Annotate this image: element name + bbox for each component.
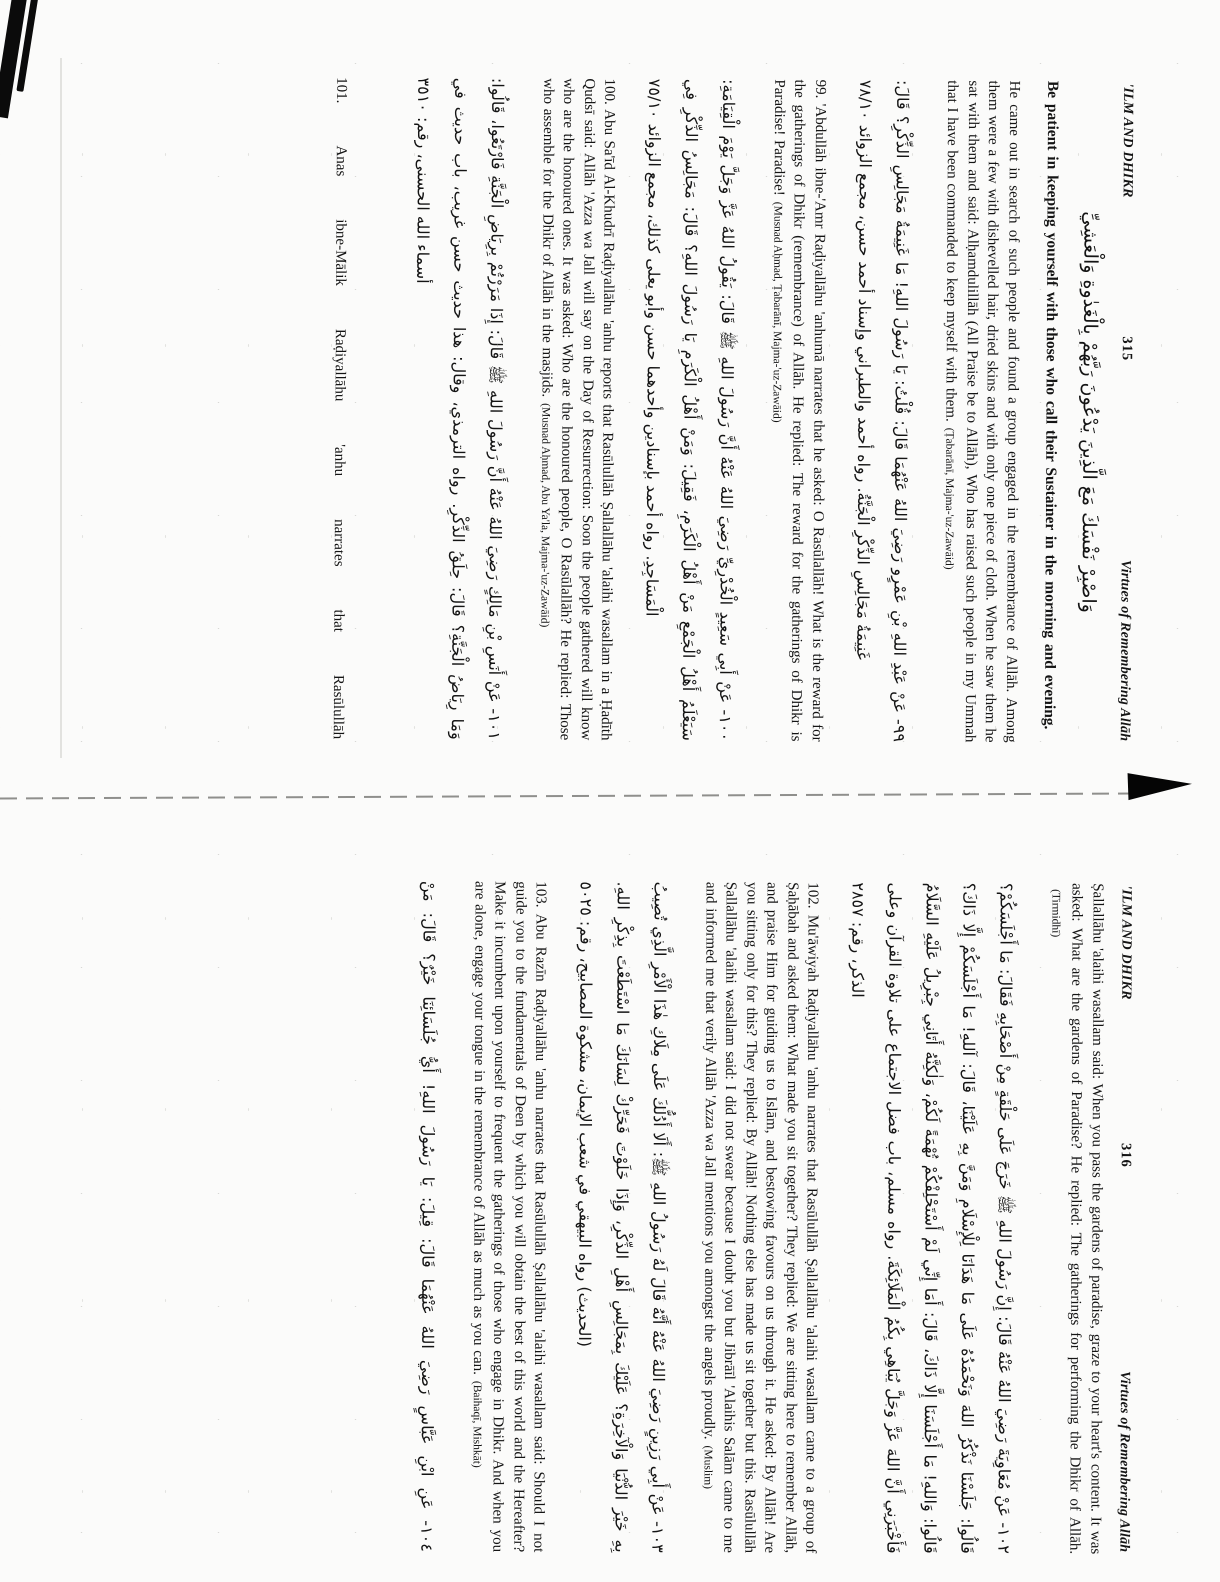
page-316-content	[56, 854, 1151, 1582]
page-header	[1115, 885, 1134, 1552]
hadith-source: (Musnad Aḥmad, Abu Ya'la, Majma-'uz-Zawāid)	[538, 403, 552, 628]
hadith-104-arabic-first-line: ١٠٤- عَنِ ابْنِ عَبَّاسٍ رَضِيَ اللهُ عَنْهُمَا قَالَ: قِيلَ: يَا رَسُولَ اللهِ! أَيُّ جُلَسَائِنَا خَيْرٌ؟ قَالَ: مَنْ	[417, 880, 440, 1552]
hadith-source: (Musnad Aḥmad, Ṭabarānī, Majma-'uz-Zawāid)	[770, 201, 784, 423]
page-scan-316	[58, 855, 1150, 1582]
verse-translation-heading: Be patient in keeping yourself with those who call their Sustainer in the morning and evening.	[1040, 80, 1062, 730]
hadith-text: 99. 'Abdullāh ibne-'Amr Raḍiyallāhu 'anhumā narrates that he asked: O Rasūlallāh! What is the reward for the gatherings of Dhikr (remembrance) of Allāh. He replied: The reward for the gatherings of Dhikr is Paradise! Paradise!	[770, 79, 829, 742]
header-chapter-title: Virtues of Remembering Allāh	[1116, 559, 1133, 742]
page-header	[1116, 83, 1136, 741]
hadith-text: Ṣallallāhu 'alaihi wasallam said: When you pass the gardens of paradise, graze to your heart's content. It was asked: What are the gardens of Paradise? He replied: The gatherings for performing the Dhikr of Allāh.	[1066, 883, 1106, 1555]
hadith-text: He came out in search of such people and found a group engaged in the remembrance of Allāh. Among them were a few with dishevelled hair, dried skins and with only one piece of cloth. When he saw them he sat with them and said: Alḥamdulillāh (All Praise be to Allāh), Who has raised such people in my Ummah that I have been commanded to keep myself with them.	[942, 80, 1023, 743]
hadith-102-english	[697, 882, 823, 1553]
hadith-text: 100. Abu Sa'īd Al-Khudrī Raḍiyallāhu 'anhu reports that Rasūlullāh Ṣallallāhu 'alaihi wasallam in a Ḥadīth Qudsī said: Allāh 'Azza wa Jall will say on the Day of Resurrection: Soon the people gathered will know who are the honoured ones. It was asked: Who are the honoured people, O Rasūlallāh? He replied: Those who assemble for the Dhikr of Allāh in the masjids.	[538, 78, 618, 741]
hadith-103-english	[466, 881, 551, 1552]
hadith-99-english	[764, 79, 830, 741]
header-book-title: 'ILM AND DHIKR	[1119, 83, 1136, 198]
hadith-source: (Baihaqī, Mishkāt)	[470, 1380, 483, 1468]
page-number: 315	[1118, 336, 1135, 362]
hadith-99-arabic: ٩٩- عَنْ عَبْدِ اللهِ بْنِ عَمْرٍو رَضِيَ اللهُ عَنْهُمَا قَالَ: قُلْتُ: يَا رَسُولَ اللهِ! مَا غَنِيمَةُ مَجَالِسِ الذِّكْرِ؟ قَالَ: غَنِيمَةُ مَجَالِسِ الذِّكْرِ الْجَنَّةُ. رواه أحمد والطبراني وإسناد أحمد حسن، مجمع الزوائد ٧٨/١٠	[853, 79, 913, 743]
header-book-title: 'ILM AND DHIKR	[1118, 885, 1134, 1000]
scan-page-divider-line	[0, 793, 1138, 800]
page-number: 316	[1117, 1142, 1134, 1168]
page-scan-315	[55, 52, 1150, 768]
hadith-98-continuation-english	[938, 80, 1024, 742]
header-chapter-title: Virtues of Remembering Allāh	[1116, 1371, 1132, 1553]
black-arrow-mark	[1128, 771, 1193, 800]
hadith-101-continuation-english	[1043, 883, 1108, 1554]
quran-verse-arabic: وَاصْبِرْ نَفْسَكَ مَعَ الَّذِينَ يَدْعُونَ رَبَّهُمْ بِالْغَدٰوةِ وَالْعَشِيِّ	[1077, 211, 1102, 613]
hadith-101-english-first-line: 101. Anas ibne-Mālik Raḍiyallāhu 'anhu narrates that Rasūlullāh	[330, 77, 350, 740]
hadith-text: 102. Mu'āwiyah Raḍiyallāhu 'anhu narrates that Rasūlullāh Ṣallallāhu 'alaihi wasallam came to a group of Ṣaḥābah and asked them: What made you sit together? They replied: We are sitting here to remember Allāh, and praise Him for guiding us to Islām, and bestowing favours on us through it. He asked: By Allāh! Are you sitting only for this? They replied: By Allāh! Nothing else has made us sit together but this. Rasūlullāh Ṣallallāhu 'alaihi wasallam said: I did not swear because I doubt you but Jibrāīl 'Alaihis Salām came to me and informed me that verily Allāh 'Azza wa Jall mentions you amongst the angels proudly.	[700, 881, 822, 1554]
page-315-content	[54, 49, 1153, 771]
hadith-100-english	[533, 78, 619, 740]
hadith-100-arabic: ١٠٠- عَنْ أَبِي سَعِيدٍ الْخُدْرِيِّ رَضِيَ اللهُ عَنْهُ أَنَّ رَسُولَ اللهِ ﷺ قَالَ: يَقُولُ اللهُ عَزَّ وَجَلَّ يَوْمَ الْقِيَامَةِ: سَيَعْلَمُ أَهْلُ الْجَمْعِ مَنْ أَهْلُ الْكَرَمِ، فَقِيلَ: وَمَنْ أَهْلُ الْكَرَمِ يَا رَسُولَ اللهِ؟ قَالَ: مَجَالِسُ الذِّكْرِ فِي الْمَسَاجِدِ. رواه أحمد بإسنادين وأحدهما حسن وأبو يعلى كذلك، مجمع الزوائد ٧٥/١٠	[642, 78, 739, 742]
hadith-source: (Ṭabarānī, Majma-'uz-Zawāid)	[943, 427, 956, 570]
hadith-103-arabic: ١٠٣- عَنْ أَبِي رَزِينٍ رَضِيَ اللهُ عَنْهُ أَنَّهُ قَالَ لَهُ رَسُولُ اللهِ ﷺ: أَلَا أَدُلُّكَ عَلَى مِلَاكِ هٰذَا الْأَمْرِ الَّذِي تُصِيبُ بِهِ خَيْرَ الدُّنْيَا وَالْآخِرَةِ؟ عَلَيْكَ بِمَجَالِسِ أَهْلِ الذِّكْرِ، وَإِذَا خَلَوْتَ فَحَرِّكْ لِسَانَكَ مَا اسْتَطَعْتَ بِذِكْرِ اللهِ. (الحديث) رواه البيهقي في شعب الإيمان، مشكوة المصابيح، رقم: ٥٠٢٥	[575, 881, 671, 1553]
hadith-101-arabic: ١٠١- عَنْ أَنَسِ بْنِ مَالِكٍ رَضِيَ اللهُ عَنْهُ أَنَّ رَسُولَ اللهِ ﷺ قَالَ: إِذَا مَرَرْتُمْ بِرِيَاضِ الْجَنَّةِ فَارْتَعُوا، قَالُوا: وَمَا رِيَاضُ الْجَنَّةِ؟ قَالَ: حِلَقُ الذِّكْرِ. رواه الترمذي، وقال: هذا حديث حسن غريب، باب حديث في أسماء الله الحسنى، رقم: ٣٥١٠	[413, 77, 508, 740]
hadith-source: (Muslim)	[701, 1445, 714, 1490]
hadith-text: 103. Abu Razīn Raḍiyallāhu 'anhu narrates that Rasūlullāh Ṣallallāhu 'alaihi wasallam said: Should I not guide you to the fundamentals of Deen by which you will obtain the best of this world and the Hereafter? Make it incumbent upon yourself to frequent the gatherings of those who engage in Dhikr. And when you are alone, engage your tongue in the remembrance of Allāh as much as you can.	[469, 881, 550, 1553]
hadith-102-arabic: ١٠٢- عَنْ مُعَاوِيَةَ رَضِيَ اللهُ عَنْهُ قَالَ: إِنَّ رَسُولَ اللهِ ﷺ خَرَجَ عَلَى حَلْقَةٍ مِنْ أَصْحَابِهِ فَقَالَ: مَا أَجْلَسَكُمْ؟ قَالُوا: جَلَسْنَا نَذْكُرُ اللهَ وَنَحْمَدُهُ عَلَى مَا هَدَانَا لِلْإِسْلَامِ وَمَنَّ بِهِ عَلَيْنَا، قَالَ: آللهِ! مَا أَجْلَسَكُمْ إِلَّا ذَاكَ؟ قَالُوا: وَاللهِ! مَا أَجْلَسَنَا إِلَّا ذَاكَ، قَالَ: أَمَا إِنِّي لَمْ أَسْتَحْلِفْكُمْ تُهْمَةً لَكُمْ، وَلٰكِنَّهُ أَتَانِي جِبْرِيلُ عَلَيْهِ السَّلَامُ فَأَخْبَرَنِي أَنَّ اللهَ عَزَّ وَجَلَّ يُبَاهِي بِكُمُ الْمَلَائِكَةَ. رواه مسلم، باب فضل الاجتماع على تلاوة القرآن وعلى الذكر، رقم: ٢٨٥٧	[848, 882, 1017, 1554]
hadith-source: (Tirmidhī)	[1049, 889, 1062, 938]
